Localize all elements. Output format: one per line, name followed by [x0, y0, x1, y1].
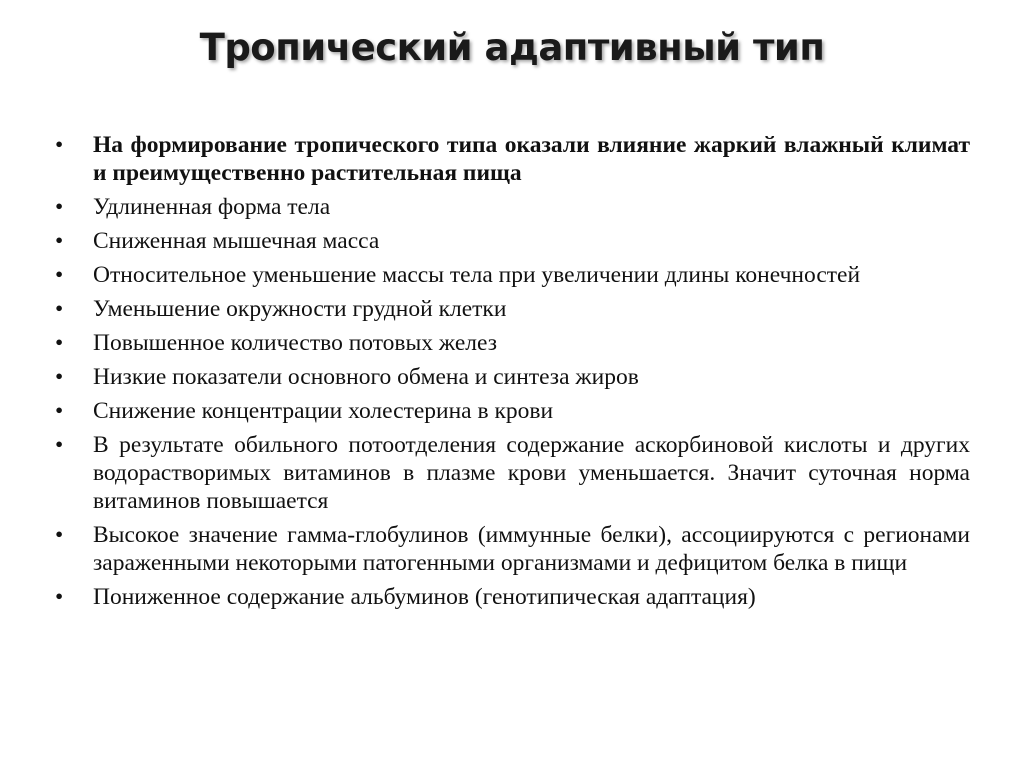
bullet-icon: •	[55, 432, 64, 458]
list-item-text: Высокое значение гамма-глобулинов (иммунные белки), ассоциируются с регионами зараженными некоторыми патогенными организмами и дефицитом белка в пищи	[93, 522, 970, 576]
list-item	[55, 227, 970, 255]
bullet-icon: •	[55, 296, 64, 322]
bullet-icon: •	[55, 398, 64, 424]
bullet-icon: •	[55, 522, 64, 548]
list-item	[55, 583, 970, 611]
list-item-text: Повышенное количество потовых желез	[93, 330, 498, 356]
list-item-text: Низкие показатели основного обмена и синтеза жиров	[93, 364, 639, 390]
list-item-text: Сниженная мышечная масса	[93, 228, 380, 254]
list-item	[55, 363, 970, 391]
list-item-text: Удлиненная форма тела	[93, 194, 331, 220]
bullet-icon: •	[55, 132, 64, 158]
bullet-list	[55, 131, 970, 617]
list-item-text: На формирование тропического типа оказали влияние жаркий влажный климат и преимущественно растительная пища	[93, 132, 970, 186]
list-item	[55, 431, 970, 515]
list-item	[55, 193, 970, 221]
bullet-icon: •	[55, 194, 64, 220]
list-item-text: Уменьшение окружности грудной клетки	[93, 296, 507, 322]
list-item-text: В результате обильного потоотделения содержание аскорбиновой кислоты и других водорастворимых витаминов в плазме крови уменьшается. Значит суточная норма витаминов повышается	[93, 432, 970, 514]
bullet-icon: •	[55, 584, 64, 610]
bullet-icon: •	[55, 364, 64, 390]
list-item	[55, 397, 970, 425]
bullet-icon: •	[55, 228, 64, 254]
list-item	[55, 329, 970, 357]
bullet-icon: •	[55, 330, 64, 356]
list-item	[55, 131, 970, 187]
bullet-icon: •	[55, 262, 64, 288]
list-item	[55, 521, 970, 577]
slide-title: Тропический адаптивный тип	[199, 26, 825, 69]
list-item-text: Относительное уменьшение массы тела при увеличении длины конечностей	[93, 262, 861, 288]
list-item	[55, 261, 970, 289]
list-item	[55, 295, 970, 323]
list-item-text: Пониженное содержание альбуминов (генотипическая адаптация)	[93, 584, 756, 610]
list-item-text: Снижение концентрации холестерина в крови	[93, 398, 554, 424]
